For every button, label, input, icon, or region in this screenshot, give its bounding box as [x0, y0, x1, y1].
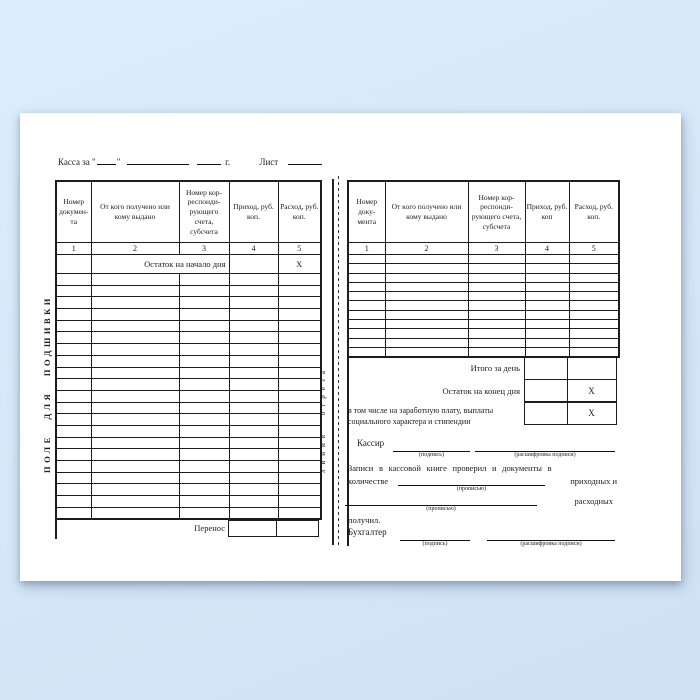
empty-cell	[179, 402, 229, 414]
right-col-header-counterparty: От кого получено или кому выдано	[385, 181, 468, 243]
empty-cell	[56, 437, 91, 449]
empty-entry-row	[348, 292, 619, 301]
empty-cell	[56, 332, 91, 344]
empty-cell	[348, 338, 385, 347]
empty-cell	[278, 379, 321, 391]
incoming-label: приходных и	[570, 476, 617, 486]
closing-balance-label: Остаток на конец дня	[442, 385, 520, 396]
empty-cell	[278, 367, 321, 379]
page-separator-line	[332, 179, 334, 545]
empty-cell	[278, 449, 321, 461]
empty-cell	[468, 282, 525, 291]
closing-balance-expense-mark: X	[567, 379, 617, 403]
empty-cell	[569, 292, 619, 301]
outgoing-label: расходных	[574, 496, 613, 506]
opening-balance-doc-cell	[56, 255, 91, 274]
opening-balance-label: Остаток на начало дня	[91, 255, 229, 274]
month-blank-line	[127, 155, 189, 165]
empty-cell	[278, 402, 321, 414]
right-col-header-income: Приход, руб. коп	[525, 181, 569, 243]
left-column-numbers-row	[56, 243, 321, 255]
empty-cell	[229, 297, 278, 309]
empty-cell	[348, 255, 385, 264]
carryover-label: Перенос	[194, 523, 225, 533]
empty-cell	[179, 379, 229, 391]
empty-entry-row	[348, 282, 619, 291]
empty-cell	[179, 472, 229, 484]
opening-balance-row	[56, 255, 321, 274]
empty-entry-row	[56, 507, 321, 519]
empty-cell	[525, 320, 569, 329]
empty-entry-row	[348, 338, 619, 347]
empty-entry-row	[348, 310, 619, 319]
empty-cell	[525, 282, 569, 291]
close-quote: "	[116, 157, 121, 167]
closing-balance-row	[347, 379, 618, 403]
empty-cell	[569, 282, 619, 291]
empty-cell	[569, 273, 619, 282]
carryover-row	[55, 520, 320, 537]
empty-cell	[56, 484, 91, 496]
empty-cell	[229, 379, 278, 391]
empty-cell	[91, 390, 179, 402]
cashier-label: Кассир	[357, 438, 385, 448]
empty-cell	[525, 273, 569, 282]
empty-cell	[56, 472, 91, 484]
empty-cell	[229, 402, 278, 414]
empty-cell	[385, 292, 468, 301]
empty-cell	[179, 355, 229, 367]
including-expense-mark: X	[567, 401, 617, 425]
kassa-label: Касса за	[58, 157, 90, 167]
empty-cell	[348, 301, 385, 310]
empty-cell	[229, 274, 278, 286]
empty-entry-row	[348, 329, 619, 338]
empty-cell	[348, 329, 385, 338]
empty-cell	[56, 344, 91, 356]
empty-entry-row	[56, 367, 321, 379]
empty-cell	[278, 437, 321, 449]
empty-cell	[56, 355, 91, 367]
empty-cell	[179, 414, 229, 426]
right-entry-rows	[348, 255, 619, 358]
empty-cell	[385, 273, 468, 282]
left-col-header-income: Приход, руб. коп.	[229, 181, 278, 243]
empty-entry-row	[56, 355, 321, 367]
col-number: 4	[525, 243, 569, 255]
empty-cell	[525, 264, 569, 273]
col-number: 5	[278, 243, 321, 255]
empty-cell	[468, 292, 525, 301]
empty-cell	[348, 292, 385, 301]
empty-cell	[56, 274, 91, 286]
opening-balance-expense-mark: X	[278, 255, 321, 274]
list-label: Лист	[259, 157, 279, 167]
left-page-table	[55, 180, 322, 520]
signature-decode-caption: (расшифровка подписи)	[520, 541, 582, 547]
empty-cell	[56, 425, 91, 437]
empty-cell	[91, 274, 179, 286]
empty-cell	[56, 367, 91, 379]
empty-cell	[569, 320, 619, 329]
in-words-caption: (прописью)	[456, 486, 487, 492]
empty-cell	[278, 484, 321, 496]
empty-cell	[569, 338, 619, 347]
empty-cell	[91, 461, 179, 473]
empty-cell	[91, 425, 179, 437]
empty-cell	[468, 338, 525, 347]
empty-entry-row	[56, 414, 321, 426]
empty-entry-row	[56, 297, 321, 309]
empty-cell	[91, 309, 179, 321]
empty-cell	[468, 329, 525, 338]
right-column-numbers-row	[348, 243, 619, 255]
accountant-name-line	[487, 531, 615, 547]
empty-cell	[229, 367, 278, 379]
empty-entry-row	[348, 273, 619, 282]
col-number: 1	[348, 243, 385, 255]
empty-cell	[525, 301, 569, 310]
empty-cell	[385, 255, 468, 264]
empty-entry-row	[56, 332, 321, 344]
empty-entry-row	[56, 449, 321, 461]
left-col-header-account: Номер кор-респонди-рующего счета, субсчета	[179, 181, 229, 243]
empty-entry-row	[56, 496, 321, 508]
empty-cell	[468, 264, 525, 273]
day-blank-line	[97, 155, 116, 165]
empty-cell	[468, 273, 525, 282]
col-number: 5	[569, 243, 619, 255]
empty-cell	[91, 320, 179, 332]
empty-cell	[229, 414, 278, 426]
empty-cell	[179, 309, 229, 321]
empty-cell	[56, 414, 91, 426]
empty-cell	[348, 282, 385, 291]
empty-cell	[278, 285, 321, 297]
right-col-header-expense: Расход, руб. коп.	[569, 181, 619, 243]
empty-cell	[525, 255, 569, 264]
carryover-income-cell	[228, 520, 277, 537]
cut-dashed-line	[338, 176, 339, 548]
empty-cell	[569, 301, 619, 310]
empty-cell	[229, 344, 278, 356]
col-number: 4	[229, 243, 278, 255]
cut-line-label: линия отреза	[319, 366, 327, 473]
empty-entry-row	[56, 472, 321, 484]
empty-cell	[179, 449, 229, 461]
empty-cell	[525, 329, 569, 338]
col-number: 3	[179, 243, 229, 255]
empty-cell	[91, 437, 179, 449]
empty-cell	[91, 472, 179, 484]
empty-entry-row	[348, 320, 619, 329]
empty-cell	[229, 472, 278, 484]
empty-cell	[348, 273, 385, 282]
signature-caption: (подпись)	[419, 452, 444, 458]
empty-cell	[179, 425, 229, 437]
col-number: 1	[56, 243, 91, 255]
empty-cell	[229, 496, 278, 508]
empty-cell	[348, 320, 385, 329]
left-col-header-doc-number: Номер докумен-та	[56, 181, 91, 243]
empty-cell	[278, 472, 321, 484]
empty-cell	[91, 449, 179, 461]
empty-cell	[278, 425, 321, 437]
empty-cell	[569, 310, 619, 319]
left-col-header-expense: Расход, руб. коп.	[278, 181, 321, 243]
empty-cell	[179, 484, 229, 496]
empty-cell	[91, 355, 179, 367]
empty-cell	[229, 355, 278, 367]
carryover-expense-cell	[276, 520, 319, 537]
empty-cell	[229, 425, 278, 437]
empty-cell	[385, 338, 468, 347]
right-header-row	[348, 181, 619, 243]
empty-cell	[525, 292, 569, 301]
empty-cell	[278, 320, 321, 332]
empty-cell	[179, 320, 229, 332]
col-number: 3	[468, 243, 525, 255]
empty-cell	[56, 297, 91, 309]
empty-entry-row	[348, 255, 619, 264]
kassa-header-line	[58, 155, 322, 167]
empty-cell	[229, 449, 278, 461]
empty-cell	[278, 297, 321, 309]
empty-cell	[91, 332, 179, 344]
left-header-row	[56, 181, 321, 243]
empty-entry-row	[56, 379, 321, 391]
empty-entry-row	[56, 402, 321, 414]
empty-cell	[278, 414, 321, 426]
empty-cell	[385, 310, 468, 319]
right-col-header-doc-number: Номер доку-мента	[348, 181, 385, 243]
daily-total-income-cell	[524, 356, 568, 380]
empty-cell	[91, 285, 179, 297]
empty-cell	[229, 390, 278, 402]
empty-cell	[569, 255, 619, 264]
empty-cell	[468, 255, 525, 264]
empty-entry-row	[348, 301, 619, 310]
empty-entry-row	[56, 437, 321, 449]
empty-cell	[348, 264, 385, 273]
empty-cell	[385, 320, 468, 329]
signature-decode-caption: (расшифровка подписи)	[514, 452, 576, 458]
empty-entry-row	[56, 285, 321, 297]
empty-entry-row	[56, 425, 321, 437]
closing-balance-income-cell	[524, 379, 568, 403]
open-quote: "	[92, 157, 96, 167]
empty-cell	[229, 309, 278, 321]
empty-cell	[56, 507, 91, 519]
empty-cell	[56, 320, 91, 332]
empty-entry-row	[56, 484, 321, 496]
empty-cell	[56, 309, 91, 321]
empty-cell	[91, 344, 179, 356]
empty-cell	[91, 414, 179, 426]
cash-book-scanned-sheet	[20, 113, 681, 581]
empty-cell	[91, 484, 179, 496]
empty-cell	[91, 367, 179, 379]
empty-cell	[278, 461, 321, 473]
empty-cell	[179, 297, 229, 309]
empty-cell	[179, 344, 229, 356]
empty-entry-row	[56, 344, 321, 356]
including-label: в том числе на заработную плату, выплаты социального характера и стипендии	[348, 406, 494, 426]
verification-text: Записи в кассовой книге проверил и документы в	[348, 463, 552, 473]
empty-entry-row	[56, 309, 321, 321]
empty-cell	[179, 461, 229, 473]
accountant-label: Бухгалтер	[348, 527, 387, 537]
empty-cell	[385, 264, 468, 273]
empty-cell	[278, 355, 321, 367]
empty-entry-row	[56, 274, 321, 286]
col-number: 2	[91, 243, 179, 255]
god-label: г.	[225, 157, 231, 167]
empty-cell	[229, 285, 278, 297]
empty-cell	[91, 402, 179, 414]
left-col-header-counterparty: От кого получено или кому выдано	[91, 181, 179, 243]
empty-cell	[229, 461, 278, 473]
empty-cell	[569, 329, 619, 338]
empty-cell	[56, 379, 91, 391]
empty-cell	[278, 390, 321, 402]
empty-cell	[348, 310, 385, 319]
empty-cell	[91, 379, 179, 391]
empty-cell	[468, 320, 525, 329]
cashier-name-line	[475, 442, 615, 458]
col-number: 2	[385, 243, 468, 255]
empty-cell	[278, 344, 321, 356]
daily-total-expense-cell	[567, 356, 617, 380]
right-col-header-account: Номер кор-респонди-рующего счета, субсчета	[468, 181, 525, 243]
empty-cell	[229, 437, 278, 449]
empty-cell	[179, 274, 229, 286]
empty-cell	[179, 437, 229, 449]
empty-entry-row	[348, 264, 619, 273]
empty-cell	[385, 282, 468, 291]
empty-entry-row	[56, 390, 321, 402]
empty-cell	[56, 402, 91, 414]
opening-balance-income-cell	[229, 255, 278, 274]
cashier-signature-line	[393, 442, 470, 458]
empty-cell	[91, 507, 179, 519]
empty-cell	[56, 461, 91, 473]
quantity-label: количестве	[348, 476, 389, 486]
year-blank-line	[197, 155, 221, 165]
empty-cell	[525, 310, 569, 319]
empty-cell	[56, 285, 91, 297]
empty-cell	[278, 507, 321, 519]
empty-cell	[56, 449, 91, 461]
empty-cell	[179, 285, 229, 297]
empty-cell	[468, 301, 525, 310]
empty-cell	[229, 484, 278, 496]
empty-cell	[179, 332, 229, 344]
sheet-number-blank-line	[288, 155, 322, 165]
empty-cell	[91, 297, 179, 309]
in-words-caption: (прописью)	[426, 506, 456, 512]
empty-cell	[56, 390, 91, 402]
empty-cell	[385, 301, 468, 310]
right-page-table	[347, 180, 620, 358]
empty-cell	[179, 496, 229, 508]
signature-caption: (подпись)	[422, 541, 448, 547]
daily-total-label: Итого за день	[470, 363, 520, 373]
accountant-signature-line	[400, 531, 470, 547]
empty-cell	[569, 264, 619, 273]
empty-cell	[278, 332, 321, 344]
empty-cell	[91, 496, 179, 508]
empty-cell	[179, 390, 229, 402]
empty-cell	[179, 367, 229, 379]
empty-entry-row	[56, 461, 321, 473]
empty-cell	[229, 332, 278, 344]
empty-cell	[56, 496, 91, 508]
outgoing-count-line	[345, 496, 537, 512]
daily-total-row	[347, 356, 618, 380]
empty-cell	[278, 274, 321, 286]
empty-cell	[468, 310, 525, 319]
empty-cell	[525, 338, 569, 347]
empty-cell	[385, 329, 468, 338]
left-entry-rows	[56, 274, 321, 520]
incoming-count-line	[398, 476, 545, 492]
empty-entry-row	[56, 320, 321, 332]
empty-cell	[278, 496, 321, 508]
binding-margin-label: ПОЛЕ ДЛЯ ПОДШИВКИ	[42, 295, 52, 473]
received-label: получил.	[348, 515, 381, 525]
empty-cell	[278, 309, 321, 321]
empty-cell	[229, 320, 278, 332]
empty-cell	[229, 507, 278, 519]
empty-cell	[179, 507, 229, 519]
